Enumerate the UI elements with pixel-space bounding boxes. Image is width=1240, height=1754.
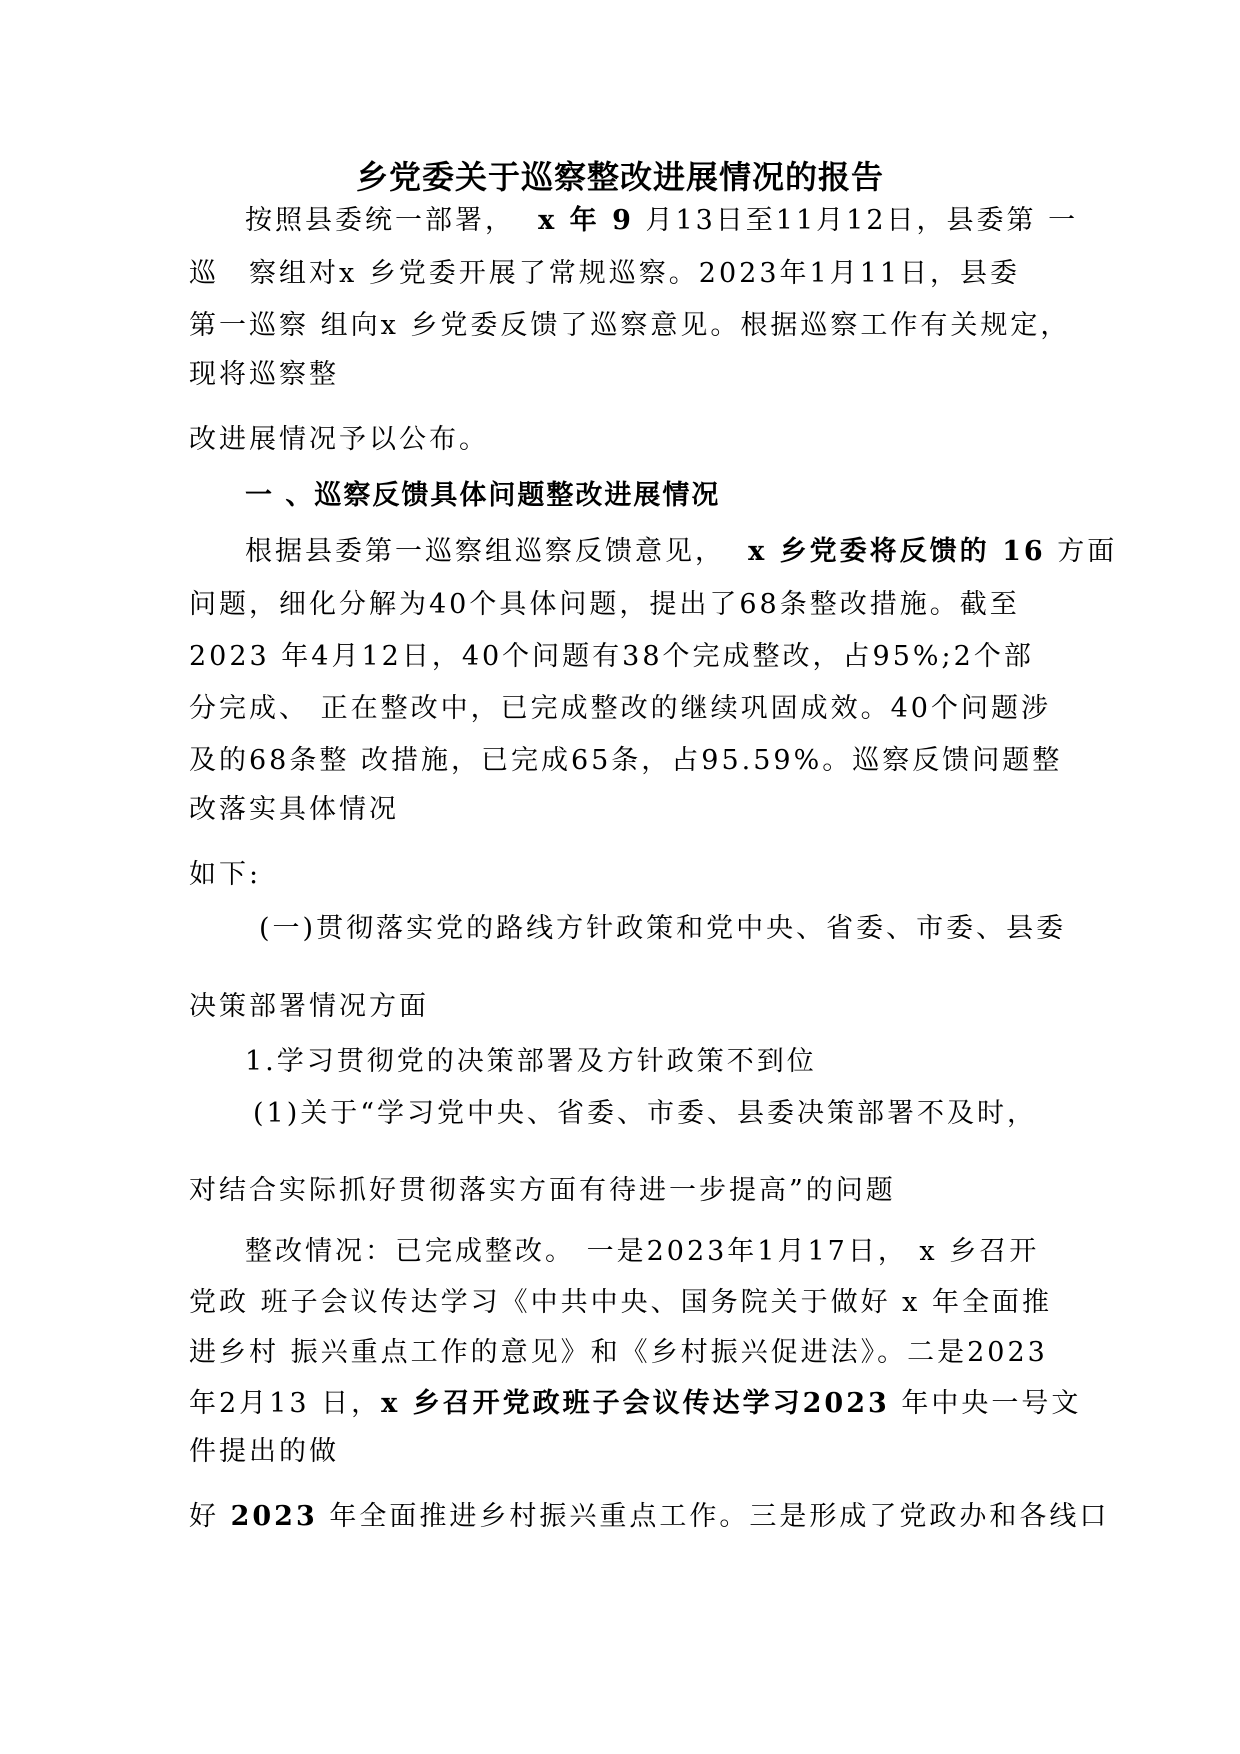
rectify-line-3: 进乡村 振兴重点工作的意见》和《乡村振兴促进法》。二是2023 bbox=[189, 1337, 1048, 1368]
summary-line-1-bold: x 乡党委将反馈的 16 bbox=[748, 536, 1046, 567]
rectify-line-5: 件提出的做 bbox=[189, 1436, 339, 1467]
summary-line-4: 分完成、 正在整改中，已完成整改的继续巩固成效。40个问题涉 bbox=[189, 693, 1051, 724]
rectify-line-6-a: 好 bbox=[189, 1501, 231, 1532]
intro-line-5: 改进展情况予以公布。 bbox=[189, 424, 489, 455]
section-1-line-1: (一)贯彻落实党的路线方针政策和党中央、省委、市委、县委 bbox=[259, 913, 1067, 944]
rectify-line-6-bold: 2023 bbox=[230, 1501, 318, 1532]
rectify-line-4-bold: x 乡召开党政班子会议传达学习2023 bbox=[381, 1388, 890, 1419]
rectify-line-4 bbox=[189, 1384, 1082, 1424]
rectify-line-6 bbox=[189, 1497, 1110, 1537]
sub-item-1-line-2: 对结合实际抓好贯彻落实方面有待进一步提高”的问题 bbox=[189, 1175, 896, 1206]
intro-line-2: 巡 察组对x 乡党委开展了常规巡察。2023年1月11日，县委 bbox=[189, 258, 1021, 289]
summary-line-1-a: 根据县委第一巡察组巡察反馈意见， bbox=[245, 536, 725, 567]
intro-line-3: 第一巡察 组向x 乡党委反馈了巡察意见。根据巡察工作有关规定， bbox=[189, 310, 1071, 341]
intro-line-1-a: 按照县委统一部署， bbox=[245, 205, 515, 236]
summary-line-6: 改落实具体情况 bbox=[189, 794, 399, 825]
summary-line-1 bbox=[189, 532, 1118, 572]
summary-line-7: 如下: bbox=[189, 859, 262, 890]
summary-line-1-c: 方面 bbox=[1057, 536, 1118, 567]
summary-line-5: 及的68条整 改措施，已完成65条，占95.59%。巡察反馈问题整 bbox=[189, 745, 1063, 776]
rectify-line-6-c: 年全面推进乡村振兴重点工作。三是形成了党政办和各线口 bbox=[317, 1501, 1110, 1532]
sub-item-1-line-1: (1)关于“学习党中央、省委、市委、县委决策部署不及时， bbox=[253, 1098, 1038, 1129]
intro-line-4: 现将巡察整 bbox=[189, 359, 339, 390]
summary-line-2: 问题，细化分解为40个具体问题，提出了68条整改措施。截至 bbox=[189, 589, 1020, 620]
intro-line-1-bold: x 年 9 bbox=[538, 205, 634, 236]
item-1-heading: 1.学习贯彻党的决策部署及方针政策不到位 bbox=[245, 1046, 817, 1077]
rectify-line-1: 整改情况：已完成整改。 一是2023年1月17日， x 乡召开 bbox=[245, 1236, 1040, 1267]
rectify-line-4-c: 年中央一号文 bbox=[889, 1388, 1082, 1419]
rectify-line-4-a: 年2月13 日， bbox=[189, 1388, 382, 1419]
section-heading-1: 一 、巡察反馈具体问题整改进展情况 bbox=[245, 480, 721, 511]
section-1-line-2: 决策部署情况方面 bbox=[189, 991, 429, 1022]
intro-line-1-c: 月13日至11月12日，县委第 一 bbox=[645, 205, 1079, 236]
document-title: 乡党委关于巡察整改进展情况的报告 bbox=[355, 158, 884, 196]
summary-line-3: 2023 年4月12日，40个问题有38个完成整改，占95%;2个部 bbox=[189, 641, 1034, 672]
rectify-line-2: 党政 班子会议传达学习《中共中央、国务院关于做好 x 年全面推 bbox=[189, 1287, 1052, 1318]
intro-line-1 bbox=[189, 201, 1079, 241]
